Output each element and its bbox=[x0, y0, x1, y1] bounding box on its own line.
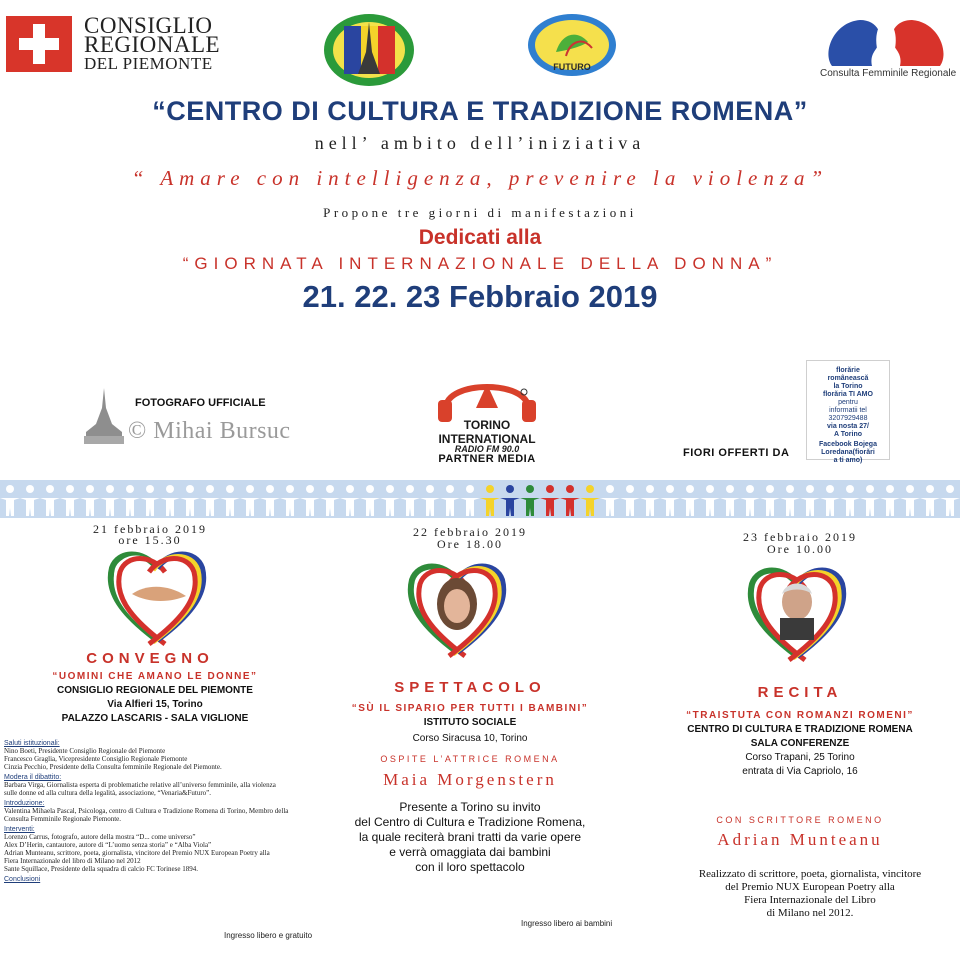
details-label: Introduzione: bbox=[4, 800, 45, 807]
event-3-time: Ore 10.00 bbox=[767, 542, 833, 556]
event-2-title: SPETTACOLO bbox=[394, 679, 546, 696]
person-figure bbox=[840, 485, 860, 516]
person-figure bbox=[280, 485, 300, 516]
piemonte-cross-icon bbox=[6, 16, 72, 72]
flyer-line: A Torino bbox=[834, 431, 862, 438]
description-line: Presente a Torino su invito bbox=[399, 800, 541, 814]
consiglio-regionale-name bbox=[84, 13, 221, 73]
person-figure bbox=[180, 485, 200, 516]
details-line: Sante Squillace, Presidente della squadra di calcio FC Torinese 1894. bbox=[4, 865, 198, 873]
person-figure bbox=[680, 485, 700, 516]
flyer-line: pentru bbox=[838, 399, 858, 406]
person-figure bbox=[0, 485, 20, 516]
person-figure bbox=[880, 485, 900, 516]
details-label: Saluti istituzionali: bbox=[4, 740, 60, 747]
radio-frequency: RADIO FM 90.0 bbox=[454, 444, 520, 454]
details-label: Conclusioni bbox=[4, 876, 41, 883]
centro-cultura-logo bbox=[322, 12, 416, 88]
person-figure bbox=[500, 485, 520, 516]
person-figure bbox=[800, 485, 820, 516]
description-line: del Premio NUX European Poetry alla bbox=[725, 881, 895, 893]
event-2-address: Corso Siracusa 10, Torino bbox=[412, 733, 528, 744]
person-figure bbox=[260, 485, 280, 516]
consiglio-line-2: REGIONALE bbox=[84, 32, 221, 57]
event-2-guest-label: OSPITE L’ATTRICE ROMENA bbox=[380, 754, 560, 764]
description-line: e verrà omaggiata dai bambini bbox=[389, 845, 551, 859]
person-figure bbox=[460, 485, 480, 516]
person-figure bbox=[600, 485, 620, 516]
flyer-line: florăria TI AMO bbox=[823, 391, 873, 398]
flyer-line: Facebook Bojega bbox=[819, 441, 877, 448]
event-1-room: PALAZZO LASCARIS - SALA VIGLIONE bbox=[61, 713, 249, 724]
details-line: Valentina Mihaela Pascal, Psicologa, centro di Cultura e Tradizione Romena di Torino, Membro della bbox=[4, 807, 289, 815]
description-line: la quale reciterà brani tratti da varie opere bbox=[358, 830, 582, 844]
person-figure bbox=[200, 485, 220, 516]
details-line: Consulta Femminile Regionale Piemonte. bbox=[4, 815, 122, 823]
person-figure bbox=[740, 485, 760, 516]
propone-text: Propone tre giorni di manifestazioni bbox=[323, 205, 637, 220]
fotografo-name: © Mihai Bursuc bbox=[128, 418, 291, 444]
radio-name-line-1: TORINO bbox=[463, 418, 511, 432]
florist-flyer bbox=[806, 360, 890, 464]
event-2-footer: Ingresso libero ai bambini bbox=[521, 919, 613, 928]
main-title: “CENTRO DI CULTURA E TRADIZIONE ROMENA” bbox=[152, 96, 808, 126]
event-3-guest-name: Adrian Munteanu bbox=[717, 830, 883, 849]
event-1-address: Via Alfieri 15, Torino bbox=[107, 699, 203, 710]
person-figure bbox=[440, 485, 460, 516]
consiglio-regionale-logo bbox=[6, 13, 246, 74]
person-figure bbox=[100, 485, 120, 516]
event-dates: 21. 22. 23 Febbraio 2019 bbox=[302, 279, 658, 314]
person-figure bbox=[40, 485, 60, 516]
svg-text:FUTURO: FUTURO bbox=[553, 62, 591, 72]
person-figure bbox=[220, 485, 240, 516]
event-1-time: ore 15.30 bbox=[118, 533, 182, 547]
event-1-title: CONVEGNO bbox=[86, 650, 214, 667]
person-figure bbox=[380, 485, 400, 516]
consiglio-line-1: CONSIGLIO bbox=[84, 13, 213, 38]
heart-portrait-adrian-icon bbox=[742, 560, 852, 660]
flyer-line: românească bbox=[827, 375, 869, 382]
person-figure bbox=[580, 485, 600, 516]
partner-media-label: PARTNER MEDIA bbox=[438, 453, 536, 465]
people-chain-banner bbox=[0, 480, 960, 518]
details-line: Cinzia Pecchio, Presidente della Consulta femminile Regionale del Piemonte. bbox=[4, 763, 222, 771]
person-figure bbox=[860, 485, 880, 516]
mole-antonelliana-icon bbox=[78, 388, 130, 444]
person-figure bbox=[760, 485, 780, 516]
description-line: di Milano nel 2012. bbox=[766, 907, 854, 919]
person-figure bbox=[60, 485, 80, 516]
person-figure bbox=[660, 485, 680, 516]
person-figure bbox=[320, 485, 340, 516]
event-2-subtitle: “SÙ IL SIPARIO PER TUTTI I BAMBINI” bbox=[351, 703, 589, 714]
event-2-date: 22 febbraio 2019 bbox=[413, 525, 527, 539]
consulta-femminile-logo bbox=[812, 12, 960, 84]
flyer-line: la Torino bbox=[833, 383, 863, 390]
fiori-label: FIORI OFFERTI DA bbox=[683, 447, 790, 459]
person-figure bbox=[480, 485, 500, 516]
person-figure bbox=[900, 485, 920, 516]
heart-portrait-maia-icon bbox=[402, 556, 512, 656]
details-line: sulle donne ed alla cultura della legalità, associazione, “Venaria&Futuro”. bbox=[4, 789, 212, 797]
person-figure bbox=[400, 485, 420, 516]
details-line: Francesco Graglia, Vicepresidente Consiglio Regionale Piemonte bbox=[4, 755, 188, 763]
details-label: Interventi: bbox=[4, 826, 35, 833]
event-1-details bbox=[4, 740, 304, 883]
details-line: Nino Boeti, Presidente Consiglio Regionale del Piemonte bbox=[4, 747, 166, 755]
person-figure bbox=[620, 485, 640, 516]
event-1-footer: Ingresso libero e gratuito bbox=[224, 931, 313, 940]
fotografo-label: FOTOGRAFO UFFICIALE bbox=[135, 397, 266, 409]
event-3-guest-label: CON SCRITTORE ROMENO bbox=[716, 815, 884, 825]
person-figure bbox=[140, 485, 160, 516]
person-figure bbox=[300, 485, 320, 516]
event-2-venue: ISTITUTO SOCIALE bbox=[423, 717, 517, 728]
event-3-address: Corso Trapani, 25 Torino bbox=[745, 752, 855, 763]
event-3-venue: CENTRO DI CULTURA E TRADIZIONE ROMENA bbox=[687, 724, 913, 735]
event-1-subtitle: “UOMINI CHE AMANO LE DONNE” bbox=[52, 671, 258, 682]
person-figure bbox=[780, 485, 800, 516]
person-figure bbox=[720, 485, 740, 516]
person-figure bbox=[820, 485, 840, 516]
event-3-subtitle: “TRAISTUTA CON ROMANZI ROMENI” bbox=[686, 710, 914, 721]
person-figure bbox=[120, 485, 140, 516]
venaria-futuro-logo bbox=[526, 12, 618, 78]
person-figure bbox=[560, 485, 580, 516]
details-line: Barbara Virga, Giornalista esperta di problematiche relative all’universo femminile, alla violenza bbox=[4, 781, 276, 789]
person-figure bbox=[420, 485, 440, 516]
flyer-line: via nosta 27/ bbox=[826, 423, 870, 430]
flyer-line: a ti amo) bbox=[833, 457, 863, 464]
subtitle: nell’ ambito dell’iniziativa bbox=[314, 133, 646, 153]
event-3-date: 23 febbraio 2019 bbox=[743, 530, 857, 544]
details-label: Modera il dibattito: bbox=[4, 774, 62, 781]
person-figure bbox=[340, 485, 360, 516]
heart-hands-icon bbox=[102, 544, 212, 644]
event-3-title: RECITA bbox=[757, 684, 843, 701]
flyer-line: informatii tel bbox=[829, 407, 867, 414]
description-line: Realizzato di scrittore, poeta, giornalista, vincitore bbox=[698, 868, 922, 880]
flyer-line: florărie bbox=[836, 367, 860, 374]
event-3-entrance: entrata di Via Capriolo, 16 bbox=[742, 766, 858, 777]
event-3-description bbox=[660, 868, 960, 920]
giornata-title: “GIORNATA INTERNAZIONALE DELLA DONNA” bbox=[182, 254, 778, 273]
details-line: Lorenzo Carrus, fotografo, autore della mostra “D... come universo” bbox=[4, 833, 196, 841]
details-line: Fiera Internazionale del libro di Milano nel 2012 bbox=[4, 857, 141, 865]
details-line: Adrian Munteanu, scrittore, poeta, giornalista, vincitore del Premio NUX European Poetry alla bbox=[4, 849, 270, 857]
person-figure bbox=[700, 485, 720, 516]
event-2-guest-name: Maia Morgenstern bbox=[383, 770, 557, 789]
description-line: Fiera Internazionale del Libro bbox=[744, 894, 876, 906]
person-figure bbox=[640, 485, 660, 516]
person-figure bbox=[80, 485, 100, 516]
flyer-line: 3207929488 bbox=[828, 415, 868, 422]
consiglio-line-3: DEL PIEMONTE bbox=[84, 54, 213, 73]
event-2-time: Ore 18.00 bbox=[437, 537, 503, 551]
person-figure bbox=[20, 485, 40, 516]
motto: “ Amare con intelligenza, prevenire la violenza” bbox=[131, 166, 829, 190]
details-line: Alex D’Herin, cantautore, autore di “L’uomo senza storia” e “Alba Viola” bbox=[4, 841, 212, 849]
flyer-line: Loredana(fiorări bbox=[821, 449, 875, 456]
description-line: del Centro di Cultura e Tradizione Romena, bbox=[354, 815, 586, 829]
person-figure bbox=[160, 485, 180, 516]
person-figure bbox=[520, 485, 540, 516]
event-1-date: 21 febbraio 2019 bbox=[93, 522, 207, 536]
person-figure bbox=[920, 485, 940, 516]
person-figure bbox=[240, 485, 260, 516]
radio-name-line-2: INTERNATIONAL bbox=[438, 432, 536, 446]
person-figure bbox=[540, 485, 560, 516]
dedicati-text: Dedicati alla bbox=[418, 226, 542, 249]
description-line: con il loro spettacolo bbox=[415, 860, 525, 874]
event-2-description bbox=[300, 800, 640, 875]
person-figure bbox=[360, 485, 380, 516]
consulta-label: Consulta Femminile Regionale bbox=[820, 68, 957, 79]
person-figure bbox=[940, 485, 960, 516]
faces-icon bbox=[812, 12, 960, 68]
event-3-room: SALA CONFERENZE bbox=[750, 738, 850, 749]
event-1-venue: CONSIGLIO REGIONALE DEL PIEMONTE bbox=[57, 685, 253, 696]
